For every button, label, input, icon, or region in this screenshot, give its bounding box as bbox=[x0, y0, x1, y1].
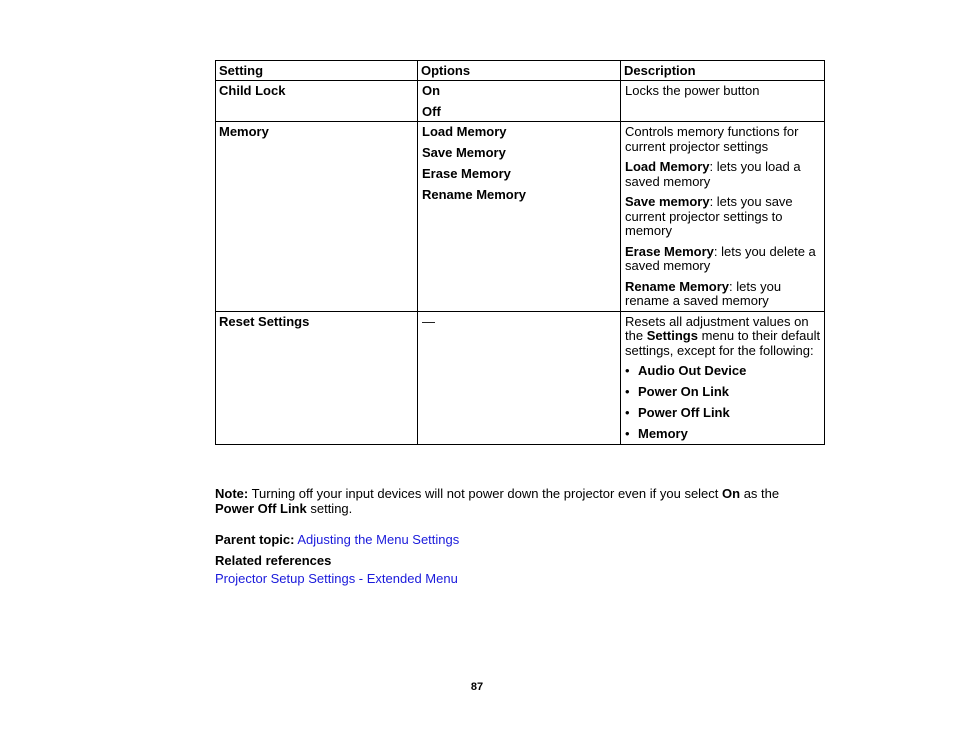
options-cell bbox=[418, 311, 621, 444]
table-row bbox=[216, 122, 825, 312]
bullet-icon: • bbox=[625, 426, 630, 441]
table-header-row bbox=[216, 61, 825, 81]
option-value: On bbox=[422, 82, 441, 98]
bullet-item bbox=[625, 406, 821, 421]
note-setting-name: Power Off Link bbox=[215, 500, 307, 516]
description-text: Locks the power button bbox=[625, 82, 760, 98]
related-reference bbox=[215, 572, 458, 587]
options-cell bbox=[418, 122, 621, 312]
parent-topic bbox=[215, 533, 459, 548]
description-detail: : lets you save current projector settings to memory bbox=[625, 194, 793, 238]
parent-topic-label: Parent topic: bbox=[215, 532, 295, 547]
description-detail: : lets you rename a saved memory bbox=[625, 278, 782, 308]
note-text: Turning off your input devices will not power down the projector even if you select bbox=[248, 486, 723, 501]
description-detail: : lets you load a saved memory bbox=[625, 159, 801, 189]
option-value: Load Memory bbox=[422, 124, 507, 139]
note-on: On bbox=[722, 486, 741, 501]
option-value: — bbox=[422, 313, 435, 329]
bullet-item bbox=[625, 364, 821, 379]
description-term: Erase Memory bbox=[625, 243, 714, 259]
description-item bbox=[625, 195, 821, 239]
bullet-icon: • bbox=[625, 384, 630, 399]
description-term: Save memory bbox=[625, 194, 710, 209]
description-item bbox=[625, 245, 821, 274]
option-value: Save Memory bbox=[422, 145, 506, 160]
menu-name: Settings bbox=[646, 328, 698, 343]
bullet-text: Power Off Link bbox=[638, 405, 730, 420]
related-references-heading: Related references bbox=[215, 553, 332, 568]
setting-name: Child Lock bbox=[216, 80, 418, 122]
option-value: Off bbox=[422, 103, 441, 119]
column-header: Options bbox=[418, 61, 621, 81]
option-value: Erase Memory bbox=[422, 166, 511, 181]
description-item bbox=[625, 160, 821, 189]
description-text: Controls memory functions for current projector settings bbox=[625, 124, 799, 154]
page-number: 87 bbox=[470, 681, 484, 693]
description-detail: : lets you delete a saved memory bbox=[625, 243, 816, 273]
column-header: Description bbox=[621, 61, 825, 81]
setting-name: Reset Settings bbox=[216, 311, 418, 444]
note-paragraph bbox=[215, 487, 815, 516]
column-header: Setting bbox=[216, 61, 418, 81]
bullet-icon: • bbox=[625, 405, 630, 420]
description-term: Load Memory bbox=[625, 159, 710, 174]
table-row bbox=[216, 311, 825, 444]
bullet-text: Memory bbox=[638, 426, 688, 441]
note-label: Note: bbox=[215, 486, 249, 501]
note-text: as the bbox=[740, 486, 780, 501]
bullet-item bbox=[625, 385, 821, 400]
table-row bbox=[216, 80, 825, 122]
bullet-item bbox=[625, 427, 821, 442]
parent-topic-link[interactable]: Adjusting the Menu Settings bbox=[297, 532, 460, 547]
description-term: Rename Memory bbox=[625, 278, 730, 294]
description-cell bbox=[621, 311, 825, 444]
options-cell bbox=[418, 80, 621, 122]
description-cell bbox=[621, 80, 825, 122]
bullet-icon: • bbox=[625, 363, 630, 378]
description-fragment: menu to their default settings, except for the following: bbox=[625, 328, 821, 358]
description-fragment: Resets all adjustment values on the bbox=[625, 313, 809, 343]
related-reference-link[interactable]: Projector Setup Settings - Extended Menu bbox=[215, 571, 458, 586]
settings-table bbox=[215, 60, 825, 445]
note-text: setting. bbox=[306, 500, 353, 516]
description-text bbox=[625, 315, 821, 359]
description-cell bbox=[621, 122, 825, 312]
bullet-text: Audio Out Device bbox=[638, 363, 747, 378]
bullet-text: Power On Link bbox=[638, 384, 730, 399]
option-value: Rename Memory bbox=[422, 187, 527, 202]
description-item bbox=[625, 280, 821, 309]
setting-name: Memory bbox=[216, 122, 418, 312]
